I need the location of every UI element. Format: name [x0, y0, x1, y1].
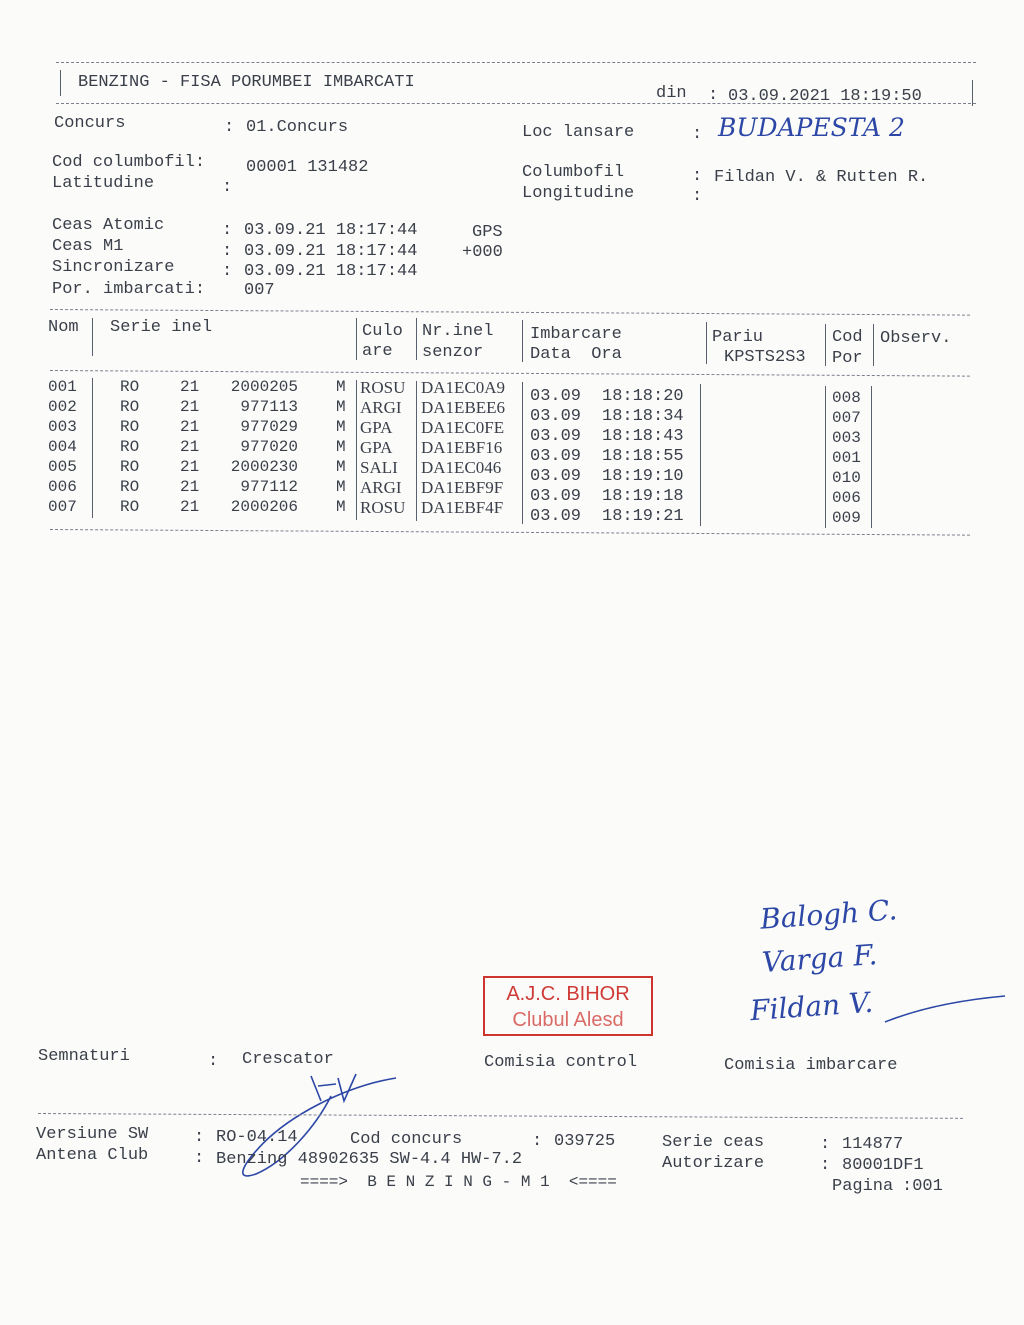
- col-sep: [825, 324, 826, 366]
- col-header-por: Por: [832, 349, 863, 368]
- row-ora: 18:18:34: [602, 407, 684, 426]
- row-data: 03.09: [530, 387, 582, 406]
- row-tara: RO: [120, 498, 140, 516]
- col-header-culoare-2: are: [362, 342, 393, 361]
- row-ora: 18:19:10: [602, 467, 684, 486]
- col-sep: [356, 380, 357, 520]
- cod-concurs-colon: :: [532, 1132, 543, 1151]
- row-data: 03.09: [530, 427, 582, 446]
- sincronizare-colon: :: [222, 262, 233, 281]
- longitudine-label: Longitudine: [522, 184, 635, 203]
- col-sep: [706, 322, 707, 364]
- row-tara: RO: [120, 418, 140, 436]
- row-sex: M: [336, 418, 346, 436]
- col-header-nr-inel: Nr.inel: [422, 322, 494, 341]
- row-an: 21: [180, 438, 200, 456]
- benzing-banner: ====> B E N Z I N G - M 1 <====: [300, 1173, 617, 1191]
- row-cod: 003: [832, 429, 861, 447]
- row-culoare: SALI: [360, 458, 398, 477]
- versiune-label: Versiune SW: [36, 1125, 149, 1144]
- por-imbarcati-value: 007: [244, 281, 275, 300]
- row-nom: 006: [48, 478, 77, 496]
- por-imbarcati-label: Por. imbarcati:: [52, 280, 206, 299]
- col-sep: [522, 320, 523, 362]
- signature-flourish: [880, 990, 1010, 1030]
- ceas-m1-colon: :: [222, 242, 233, 261]
- col-sep: [416, 381, 417, 521]
- row-an: 21: [180, 458, 200, 476]
- cod-columbofil-label: Cod columbofil:: [52, 153, 206, 172]
- columbofil-label: Columbofil: [522, 163, 625, 182]
- row-sex: M: [336, 478, 346, 496]
- col-sep: [871, 386, 872, 528]
- comisia-control-label: Comisia control: [484, 1053, 638, 1072]
- sincronizare-label: Sincronizare: [52, 258, 175, 277]
- row-data: 03.09: [530, 447, 582, 466]
- row-an: 21: [180, 418, 200, 436]
- col-sep: [825, 386, 826, 528]
- col-sep: [873, 324, 874, 366]
- row-culoare: ROSU: [360, 498, 406, 517]
- col-sep: [416, 318, 417, 360]
- row-tara: RO: [120, 438, 140, 456]
- row-an: 21: [180, 378, 200, 396]
- row-senzor: DA1EBF16: [421, 438, 503, 457]
- col-header-cod: Cod: [832, 328, 863, 347]
- col-sep: [92, 318, 93, 356]
- club-stamp: [483, 976, 653, 1036]
- row-culoare: ARGI: [360, 478, 402, 497]
- col-header-observ: Observ.: [880, 329, 952, 348]
- row-sex: M: [336, 458, 346, 476]
- row-ora: 18:18:43: [602, 427, 684, 446]
- row-nom: 003: [48, 418, 77, 436]
- row-senzor: DA1EBF9F: [421, 478, 504, 497]
- col-sep: [356, 318, 357, 360]
- serie-ceas-colon: :: [820, 1135, 831, 1154]
- antena-value: Benzing 48902635 SW-4.4 HW-7.2: [216, 1150, 523, 1169]
- serie-ceas-value: 114877: [842, 1135, 904, 1154]
- concurs-colon: :: [224, 118, 235, 137]
- header-bottom-rule: [56, 103, 976, 104]
- row-senzor: DA1EBF4F: [421, 498, 504, 517]
- header-left-bar: [60, 70, 61, 96]
- row-tara: RO: [120, 478, 140, 496]
- row-sex: M: [336, 378, 346, 396]
- col-header-pariu: Pariu: [712, 328, 764, 347]
- signature-varga: Varga F.: [760, 938, 879, 979]
- stamp-line-1: A.J.C. BIHOR: [506, 983, 630, 1005]
- col-header-nom: Nom: [48, 318, 79, 337]
- row-cod: 009: [832, 509, 861, 527]
- col-header-imbarcare: Imbarcare: [530, 325, 622, 344]
- col-sep: [700, 384, 701, 526]
- col-header-culoare: Culo: [362, 322, 403, 341]
- row-data: 03.09: [530, 467, 582, 486]
- pagina-label: Pagina: [832, 1177, 894, 1196]
- table-header-rule: [50, 370, 970, 377]
- row-an: 21: [180, 498, 200, 516]
- col-header-senzor: senzor: [422, 343, 484, 362]
- row-culoare: ROSU: [360, 378, 406, 397]
- ceas-atomic-label: Ceas Atomic: [52, 216, 165, 235]
- col-sep: [522, 382, 523, 524]
- row-culoare: ARGI: [360, 398, 402, 417]
- col-header-serie-inel: Serie inel: [110, 318, 213, 337]
- row-tara: RO: [120, 458, 140, 476]
- row-sex: M: [336, 438, 346, 456]
- serie-ceas-label: Serie ceas: [662, 1133, 765, 1152]
- concurs-label: Concurs: [54, 114, 126, 133]
- latitudine-label: Latitudine: [52, 174, 155, 193]
- loc-lansare-label: Loc lansare: [522, 123, 635, 142]
- row-inel: 977029: [240, 418, 298, 436]
- document-title: BENZING - FISA PORUMBEI IMBARCATI: [78, 73, 415, 92]
- row-inel: 977020: [240, 438, 298, 456]
- ceas-m1-suffix: +000: [462, 243, 503, 262]
- row-nom: 007: [48, 498, 77, 516]
- row-nom: 005: [48, 458, 77, 476]
- loc-lansare-value: BUDAPESTA 2: [718, 113, 905, 142]
- signature-fildan: Fildan V.: [748, 985, 875, 1028]
- row-cod: 001: [832, 449, 861, 467]
- row-cod: 007: [832, 409, 861, 427]
- cod-concurs-label: Cod concurs: [350, 1130, 463, 1149]
- row-nom: 001: [48, 378, 77, 396]
- row-tara: RO: [120, 398, 140, 416]
- header-top-rule: [56, 62, 976, 63]
- table-top-rule: [50, 309, 970, 316]
- row-sex: M: [336, 498, 346, 516]
- col-header-data-ora: Data Ora: [530, 345, 622, 364]
- semnaturi-label: Semnaturi: [38, 1047, 130, 1066]
- cod-concurs-value: 039725: [554, 1132, 616, 1151]
- antena-colon: :: [194, 1149, 205, 1168]
- row-data: 03.09: [530, 507, 582, 526]
- autorizare-label: Autorizare: [662, 1154, 765, 1173]
- row-senzor: DA1EC0FE: [421, 418, 505, 437]
- row-culoare: GPA: [360, 438, 393, 457]
- ceas-atomic-value: 03.09.21 18:17:44: [244, 221, 418, 240]
- row-inel: 977113: [240, 398, 298, 416]
- row-ora: 18:18:55: [602, 447, 684, 466]
- row-cod: 006: [832, 489, 861, 507]
- row-an: 21: [180, 398, 200, 416]
- ceas-m1-label: Ceas M1: [52, 237, 124, 256]
- row-senzor: DA1EC046: [421, 458, 502, 477]
- ceas-m1-value: 03.09.21 18:17:44: [244, 242, 418, 261]
- signature-balogh: Balogh C.: [759, 893, 899, 936]
- autorizare-value: 80001DF1: [842, 1156, 924, 1175]
- row-senzor: DA1EBEE6: [421, 398, 506, 417]
- col-header-kpsts: KPSTS2S3: [724, 348, 806, 367]
- row-data: 03.09: [530, 487, 582, 506]
- row-cod: 008: [832, 389, 861, 407]
- table-bottom-rule: [50, 529, 970, 536]
- autorizare-colon: :: [820, 1156, 831, 1175]
- row-nom: 004: [48, 438, 77, 456]
- col-sep: [92, 378, 93, 518]
- row-senzor: DA1EC0A9: [421, 378, 506, 397]
- semnaturi-colon: :: [208, 1052, 219, 1071]
- ceas-atomic-suffix: GPS: [472, 223, 503, 242]
- longitudine-colon: :: [692, 187, 703, 206]
- date-label: din: [656, 84, 687, 103]
- columbofil-value: Fildan V. & Rutten R.: [714, 168, 929, 187]
- comisia-imbarcare-label: Comisia imbarcare: [724, 1056, 898, 1075]
- ceas-atomic-colon: :: [222, 221, 233, 240]
- loc-lansare-colon: :: [692, 125, 703, 144]
- row-data: 03.09: [530, 407, 582, 426]
- row-inel: 2000206: [230, 498, 298, 516]
- row-an: 21: [180, 478, 200, 496]
- crescator-label: Crescator: [242, 1050, 334, 1069]
- row-nom: 002: [48, 398, 77, 416]
- cod-columbofil-value: 00001 131482: [246, 158, 369, 177]
- row-culoare: GPA: [360, 418, 393, 437]
- concurs-value: 01.Concurs: [246, 118, 349, 137]
- date-value: 03.09.2021 18:19:50: [728, 87, 922, 106]
- latitudine-colon: :: [222, 178, 233, 197]
- date-colon: :: [708, 86, 719, 105]
- row-inel: 2000205: [230, 378, 298, 396]
- row-inel: 2000230: [230, 458, 298, 476]
- versiune-value: RO-04.14: [216, 1128, 298, 1147]
- row-inel: 977112: [240, 478, 298, 496]
- pagina-value: :001: [902, 1177, 943, 1196]
- row-ora: 18:19:21: [602, 507, 684, 526]
- row-ora: 18:18:20: [602, 387, 684, 406]
- row-sex: M: [336, 398, 346, 416]
- row-tara: RO: [120, 378, 140, 396]
- row-cod: 010: [832, 469, 861, 487]
- footer-rule: [38, 1113, 963, 1119]
- row-ora: 18:19:18: [602, 487, 684, 506]
- columbofil-colon: :: [692, 167, 703, 186]
- sincronizare-value: 03.09.21 18:17:44: [244, 262, 418, 281]
- versiune-colon: :: [194, 1128, 205, 1147]
- antena-label: Antena Club: [36, 1146, 149, 1165]
- stamp-line-2: Clubul Alesd: [512, 1009, 624, 1031]
